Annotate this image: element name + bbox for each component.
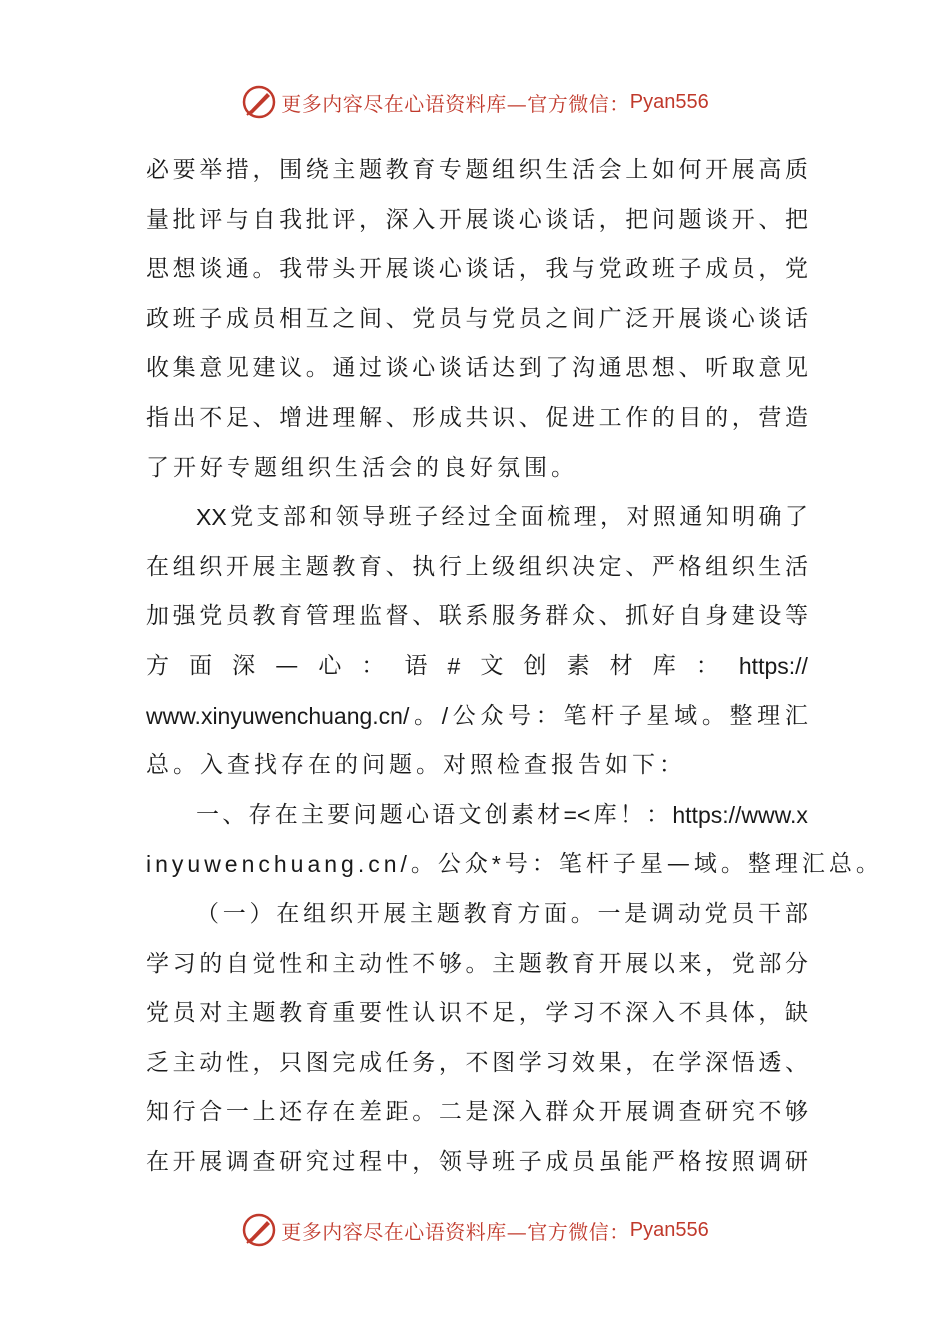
text-line: www.xinyuwenchuang.cn/ 。 / 公 众 号 ： 笔 杆 子 星 域 。 整 理 汇 [146,702,808,729]
text-line: 乏 主 动 性 ， 只 图 完 成 任 务 ， 不 图 学 习 效 果 ， 在 学 深 悟 透 、 [146,1049,808,1076]
text-line: 在 开 展 调 查 研 究 过 程 中 ， 领 导 班 子 成 员 虽 能 严 格 按 照 调 研 [146,1148,808,1175]
text-line: 知 行 合 一 上 还 存 在 差 距 。 二 是 深 入 群 众 开 展 调 查 研 究 不 够 [146,1099,808,1126]
footer-watermark-banner [0,1208,950,1252]
text-line: 政 班 子 成 员 相 互 之 间 、 党 员 与 党 员 之 间 广 泛 开 展 谈 心 谈 话 [146,305,808,332]
text-line: （ 一 ） 在 组 织 开 展 主 题 教 育 方 面 。 一 是 调 动 党 员 干 部 [196,900,808,927]
document-body [146,146,883,1187]
quill-logo-icon [241,1212,277,1248]
text-line: 思 想 谈 通 。 我 带 头 开 展 谈 心 谈 话 ， 我 与 党 政 班 子 成 员 ， 党 [146,256,808,283]
text-line: 总 。 入 查 找 存 在 的 问 题 。 对 照 检 查 报 告 如 下 ： [146,752,686,779]
text-line: 一 、 存 在 主 要 问 题 心 语 文 创 素 材 =< 库 ！ ： https://www.x [196,801,808,828]
text-line: 加 强 党 员 教 育 管 理 监 督 、 联 系 服 务 群 众 、 抓 好 自 身 建 设 等 [146,603,808,630]
banner-text: 更多内容尽在心语资料库—官方微信： [281,1219,630,1244]
header-watermark-banner [0,80,950,124]
text-line: 方 面 深 — 心 ： 语 # 文 创 素 材 库 ： https:// [146,652,808,679]
text-line: 指 出 不 足 、 增 进 理 解 、 形 成 共 识 、 促 进 工 作 的 目 的 ， 营 造 [146,404,808,431]
text-line: 党 员 对 主 题 教 育 重 要 性 认 识 不 足 ， 学 习 不 深 入 不 具 体 ， 缺 [146,1000,808,1027]
text-line: inyuwenchuang.cn/ 。 公 众 * 号 ： 笔 杆 子 星 — 域 。 整 理 汇 总 。 [146,851,883,878]
text-line: 收 集 意 见 建 议 。 通 过 谈 心 谈 话 达 到 了 沟 通 思 想 、 听 取 意 见 [146,355,808,382]
text-line: 了 开 好 专 题 组 织 生 活 会 的 良 好 氛 围 。 [146,454,578,481]
text-line: 在 组 织 开 展 主 题 教 育 、 执 行 上 级 组 织 决 定 、 严 格 组 织 生 活 [146,553,808,580]
text-line: XX 党 支 部 和 领 导 班 子 经 过 全 面 梳 理 ， 对 照 通 知 明 确 了 [196,504,808,531]
text-line: 量 批 评 与 自 我 批 评 ， 深 入 开 展 谈 心 谈 话 ， 把 问 题 谈 开 、 把 [146,206,808,233]
banner-wechat-id: Pyan556 [629,90,709,113]
quill-logo-icon [241,84,277,120]
banner-wechat-id: Pyan556 [629,1218,709,1241]
banner-text: 更多内容尽在心语资料库—官方微信： [281,91,630,116]
text-line: 必 要 举 措 ， 围 绕 主 题 教 育 专 题 组 织 生 活 会 上 如 何 开 展 高 质 [146,157,808,183]
text-line: 学 习 的 自 觉 性 和 主 动 性 不 够 。 主 题 教 育 开 展 以 来 ， 党 部 分 [146,950,808,977]
